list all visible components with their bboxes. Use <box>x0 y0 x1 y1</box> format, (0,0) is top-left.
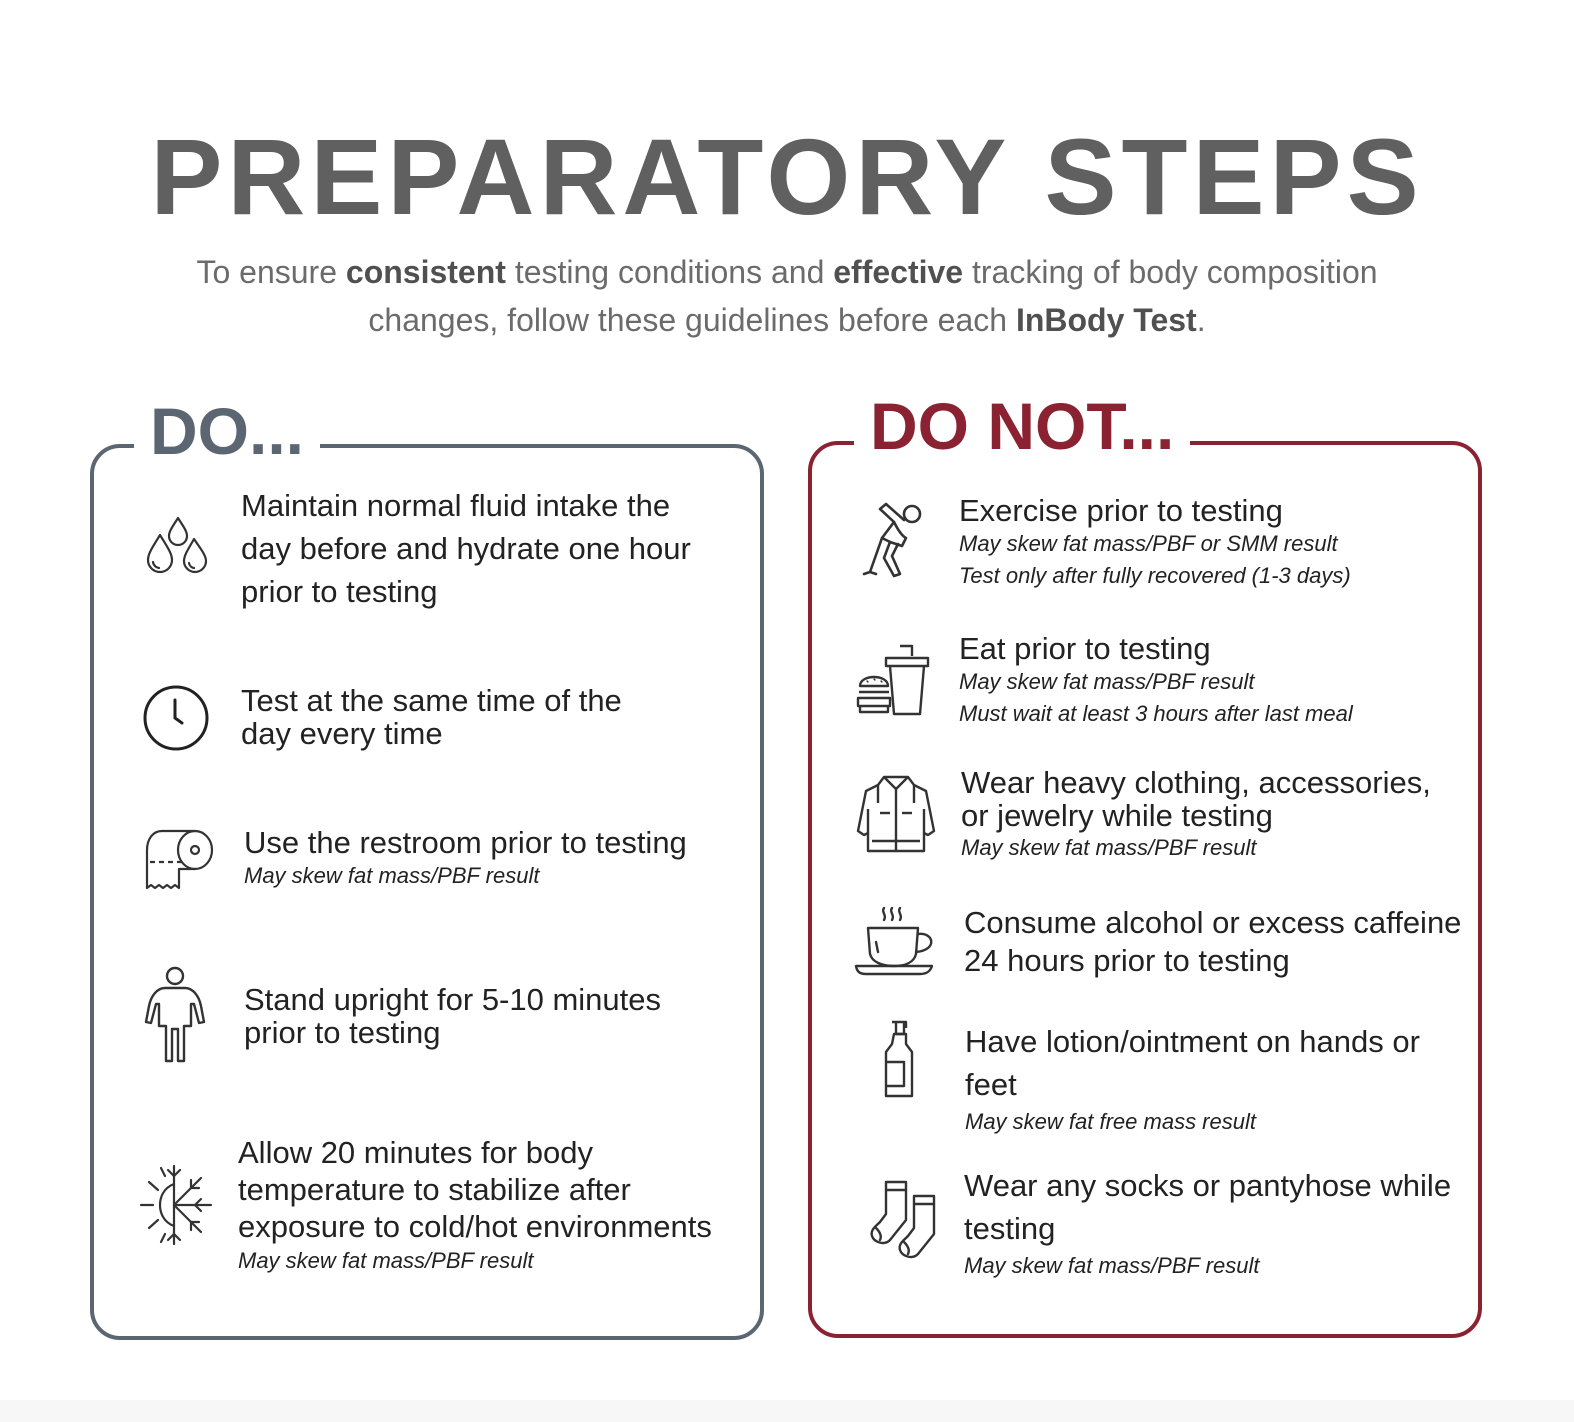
do-item-note: May skew fat mass/PBF result <box>238 1248 534 1273</box>
intro-emphasis-effective: effective <box>833 254 964 290</box>
do-not-item-socks <box>964 1164 1464 1282</box>
intro-emphasis-consistent: consistent <box>345 254 506 290</box>
do-not-item-note: May skew fat mass/PBF result <box>961 835 1257 860</box>
socks-icon <box>864 1180 940 1260</box>
exercise-icon <box>860 500 926 582</box>
do-item-text: Test at the same time of the day every time <box>241 683 622 751</box>
jacket-icon <box>856 773 936 855</box>
intro-part: . <box>1196 302 1206 338</box>
do-item-text: Use the restroom prior to testing <box>244 825 687 860</box>
do-item-note: May skew fat mass/PBF result <box>244 863 540 888</box>
do-not-item-note: Test only after fully recovered (1-3 days) <box>959 563 1351 588</box>
water-drops-icon <box>140 515 212 583</box>
do-not-item-text: Eat prior to testing <box>959 631 1211 666</box>
do-item-text: Allow 20 minutes for body temperature to stabilize after exposure to cold/hot environments <box>238 1135 712 1244</box>
do-not-item-eat <box>959 632 1459 730</box>
page-bottom-band <box>0 1400 1574 1422</box>
do-not-item-text: Consume alcohol or excess caffeine 24 hours prior to testing <box>964 905 1462 978</box>
do-heading: DO... <box>134 398 320 464</box>
do-not-item-text: Have lotion/ointment on hands or feet <box>965 1024 1420 1102</box>
sun-snowflake-icon <box>133 1164 215 1246</box>
do-item-stand-upright <box>244 983 714 1049</box>
toilet-paper-icon <box>140 828 216 894</box>
coffee-cup-icon <box>854 906 940 976</box>
do-item-same-time <box>241 684 661 750</box>
intro-text <box>130 248 1444 344</box>
lotion-bottle-icon <box>878 1020 920 1100</box>
do-not-item-lotion <box>965 1020 1465 1138</box>
do-not-heading: DO NOT... <box>854 393 1190 459</box>
do-not-item-note: Must wait at least 3 hours after last meal <box>959 701 1353 726</box>
clock-icon <box>142 684 210 752</box>
do-item-restroom <box>244 826 744 892</box>
do-item-body-temperature <box>238 1134 738 1277</box>
page-title: PREPARATORY STEPS <box>150 116 1424 237</box>
do-not-item-note: May skew fat mass/PBF result <box>959 669 1255 694</box>
standing-person-icon <box>143 966 207 1064</box>
do-not-item-note: May skew fat mass/PBF or SMM result <box>959 531 1338 556</box>
do-item-hydrate <box>241 484 721 613</box>
do-not-item-note: May skew fat free mass result <box>965 1109 1256 1134</box>
do-not-item-text: Wear heavy clothing, accessories, or jewelry while testing <box>961 765 1431 833</box>
do-item-text: Stand upright for 5-10 minutes prior to testing <box>244 982 662 1050</box>
do-item-text: Maintain normal fluid intake the day before and hydrate one hour prior to testing <box>241 488 691 609</box>
do-not-item-heavy-clothing <box>961 766 1461 864</box>
do-not-item-text: Exercise prior to testing <box>959 493 1283 528</box>
intro-part: testing conditions and <box>505 254 834 290</box>
do-not-item-note: May skew fat mass/PBF result <box>964 1253 1260 1278</box>
intro-part: To ensure <box>196 254 346 290</box>
intro-emphasis-inbody-test: InBody Test <box>1015 302 1197 338</box>
do-not-item-exercise <box>959 494 1459 592</box>
burger-drink-icon <box>856 644 932 718</box>
do-not-item-alcohol-caffeine <box>964 904 1464 980</box>
do-not-item-text: Wear any socks or pantyhose while testing <box>964 1168 1452 1246</box>
intro-part: tracking of body composition changes, follow these guidelines before each <box>368 254 1378 338</box>
